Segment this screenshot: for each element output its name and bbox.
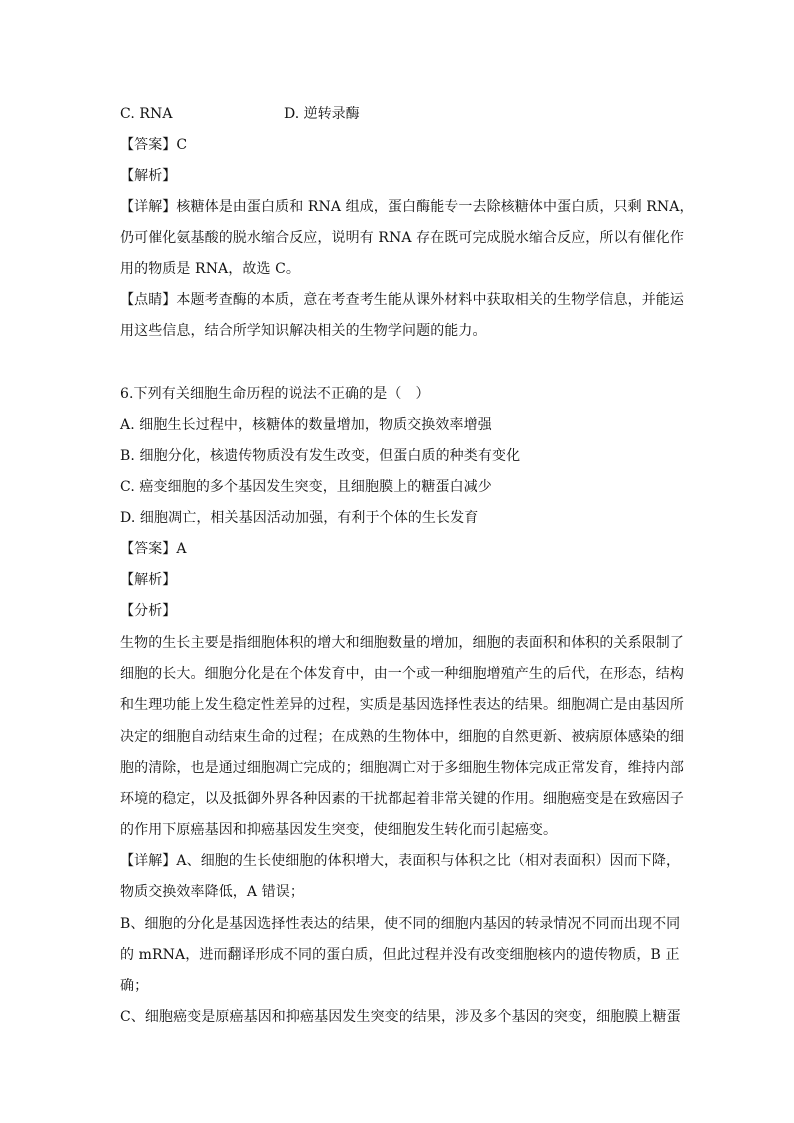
detail-line: 仍可催化氨基酸的脱水缩合反应，说明有 RNA 存在既可完成脱水缩合反应，所以有催化作 [120,230,684,246]
detail-line: 用的物质是 RNA，故选 C。 [120,261,301,277]
analysis-heading: 【解析】 [120,572,177,588]
detail-line: 的 mRNA，进而翻译形成不同的蛋白质，但此过程并没有改变细胞核内的遗传物质，B 正 [120,947,680,963]
analysis-line: 决定的细胞自动结束生命的过程；在成熟的生物体中，细胞的自然更新、被病原体感染的细 [120,729,684,745]
analysis-line: 细胞的长大。细胞分化是在个体发育中，由一个或一种细胞增殖产生的后代，在形态，结构 [120,666,684,682]
detail-line: C、细胞癌变是原癌基因和抑癌基因发生突变的结果，涉及多个基因的突变，细胞膜上糖蛋 [120,1009,681,1025]
detail-line: 【详解】A、细胞的生长使细胞的体积增大，表面积与体积之比（相对表面积）因而下降， [120,853,681,869]
option-a: A. 细胞生长过程中，核糖体的数量增加，物质交换效率增强 [120,417,492,433]
detail-line: 【详解】核糖体是由蛋白质和 RNA 组成，蛋白酶能专一去除核糖体中蛋白质，只剩 RNA， [120,199,694,215]
analysis-line: 和生理功能上发生稳定性差异的过程，实质是基因选择性表达的结果。细胞凋亡是由基因所 [120,697,684,713]
analysis-subheading: 【分析】 [120,603,177,619]
analysis-line: 环境的稳定，以及抵御外界各种因素的干扰都起着非常关键的作用。细胞癌变是在致癌因子 [120,791,684,807]
question-stem: 6.下列有关细胞生命历程的说法不正确的是（ ） [120,386,430,402]
analysis-heading: 【解析】 [120,168,177,184]
option-c: C. RNA [120,106,173,122]
analysis-line: 生物的生长主要是指细胞体积的增大和细胞数量的增加，细胞的表面积和体积的关系限制了 [120,635,684,651]
analysis-line: 胞的清除，也是通过细胞凋亡完成的；细胞凋亡对于多细胞生物体完成正常发育，维持内部 [120,760,684,776]
detail-line: B、细胞的分化是基因选择性表达的结果，使不同的细胞内基因的转录情况不同而出现不同 [120,916,681,932]
option-d: D. 逆转录酶 [284,106,360,122]
detail-line: 确； [120,978,149,994]
detail-line: 物质交换效率降低，A 错误； [120,884,304,900]
option-c: C. 癌变细胞的多个基因发生突变，且细胞膜上的糖蛋白减少 [120,479,492,495]
comment-line: 用这些信息，结合所学知识解决相关的生物学问题的能力。 [120,323,487,339]
option-b: B. 细胞分化，核遗传物质没有发生改变，但蛋白质的种类有变化 [120,448,521,464]
answer-label: 【答案】C [120,137,188,153]
answer-label: 【答案】A [120,541,187,557]
option-d: D. 细胞凋亡，相关基因活动加强，有利于个体的生长发育 [120,510,479,526]
comment-line: 【点睛】本题考查酶的本质，意在考查考生能从课外材料中获取相关的生物学信息，并能运 [120,292,684,308]
analysis-line: 的作用下原癌基因和抑癌基因发生突变，使细胞发生转化而引起癌变。 [120,822,558,838]
